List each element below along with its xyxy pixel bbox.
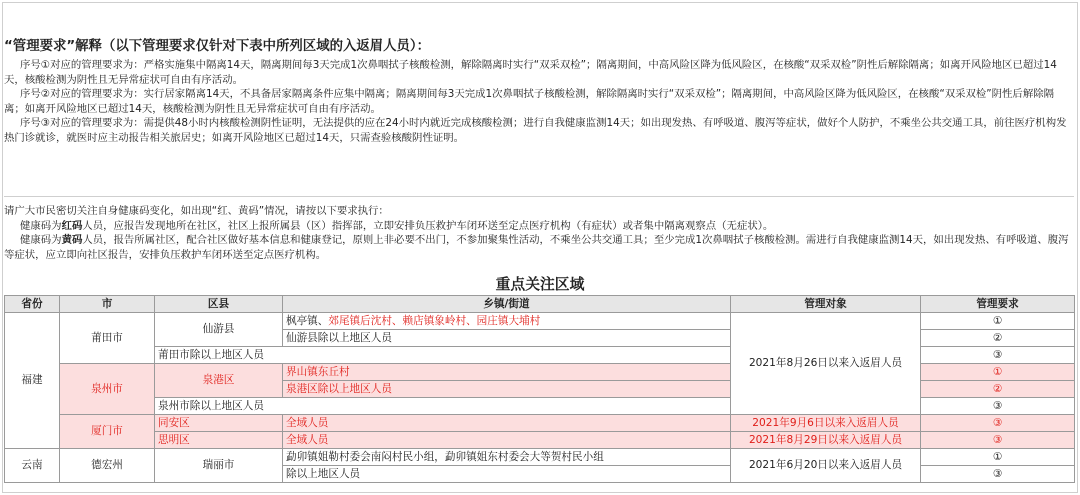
county-cell: 仙游县	[155, 313, 283, 347]
red-code-rule: 健康码为红码人员，应报告发现地所在社区，社区上报所属县（区）指挥部，立即安排负压救护车闭环送至定点医疗机构（有症状）或者集中隔离观察点（无症状）。	[20, 219, 774, 232]
note-item-2: 序号②对应的管理要求为：实行居家隔离14天，不具备居家隔离条件应集中隔离；隔离期间每3天完成1次鼻咽拭子核酸检测，解除隔离时实行“双采双检”；隔离期间，中高风险区降为低风险区，在核酸“双采双检”阴性后解除隔离；如离开风险地区已超过14天，核酸检测为阴性且无异常症状可自由有序活动。	[4, 88, 1054, 115]
county-cell: 思明区	[155, 432, 283, 449]
health-intro: 请广大市民密切关注自身健康码变化，如出现“红、黄码”情况，请按以下要求执行：	[4, 205, 389, 217]
county-cell: 瑞丽市	[155, 449, 283, 483]
requirement-cell: ①	[921, 364, 1075, 381]
red-code-label: 红码	[61, 219, 83, 232]
table-title: 重点关注区域	[495, 276, 585, 293]
target-cell: 2021年6月20日以来入返眉人员	[731, 449, 921, 483]
town-cell: 除以上地区人员	[283, 466, 731, 483]
city-cell: 莆田市	[60, 313, 155, 364]
table-header-row	[5, 296, 1075, 313]
town-cell: 泉港区除以上地区人员	[283, 381, 731, 398]
requirement-cell: ③	[921, 415, 1075, 432]
town-cell: 枫亭镇、郊尾镇后沈村、赖店镇象岭村、园庄镇大埔村	[283, 313, 731, 330]
header-county: 区县	[155, 296, 283, 313]
city-cell: 厦门市	[60, 415, 155, 449]
city-cell: 泉州市	[60, 364, 155, 415]
town-cell: 全域人员	[283, 432, 731, 449]
requirement-cell: ②	[921, 330, 1075, 347]
city-cell: 德宏州	[60, 449, 155, 483]
table-row	[5, 415, 1075, 432]
county-cell: 莆田市除以上地区人员	[155, 347, 731, 364]
table-row	[5, 449, 1075, 466]
health-code-notice	[4, 204, 1072, 262]
town-cell: 界山镇东丘村	[283, 364, 731, 381]
province-cell: 云南	[5, 449, 60, 483]
requirement-cell: ③	[921, 432, 1075, 449]
yellow-code-label: 黄码	[61, 234, 83, 247]
table-row	[5, 313, 1075, 330]
county-cell: 同安区	[155, 415, 283, 432]
header-town: 乡镇/街道	[283, 296, 731, 313]
header-province: 省份	[5, 296, 60, 313]
target-cell: 2021年8月29日以来入返眉人员	[731, 432, 921, 449]
section-divider	[4, 196, 1074, 197]
requirement-cell: ②	[921, 381, 1075, 398]
target-cell: 2021年8月26日以来入返眉人员	[731, 313, 921, 415]
target-cell: 2021年9月6日以来入返眉人员	[731, 415, 921, 432]
town-cell: 勐卯镇姐勒村委会南闷村民小组，勐卯镇姐东村委会大等贺村民小组	[283, 449, 731, 466]
county-cell: 泉州市除以上地区人员	[155, 398, 731, 415]
table-row	[5, 432, 1075, 449]
note-item-1: 序号①对应的管理要求为：严格实施集中隔离14天，隔离期间每3天完成1次鼻咽拭子核酸检测，解除隔离时实行“双采双检”；隔离期间，中高风险区降为低风险区，在核酸“双采双检”阴性后解除隔离；如离开风险地区已超过14天，核酸检测为阴性且无异常症状可自由有序活动。	[4, 59, 1057, 86]
town-cell: 仙游县除以上地区人员	[283, 330, 731, 347]
requirement-cell: ③	[921, 347, 1075, 364]
header-target: 管理对象	[731, 296, 921, 313]
note-item-3: 序号③对应的管理要求为：需提供48小时内核酸检测阴性证明，无法提供的应在24小时内就近完成核酸检测；进行自我健康监测14天；如出现发热、有呼吸道、腹泻等症状，做好个人防护，不乘坐公共交通工具，前往医疗机构发热门诊就诊，就医时应主动报告相关旅居史；如离开风险地区已超过14天，只需查验核酸阴性证明。	[4, 117, 1067, 144]
header-requirement: 管理要求	[921, 296, 1075, 313]
management-notes	[4, 38, 1072, 146]
requirement-cell: ①	[921, 449, 1075, 466]
county-cell: 泉港区	[155, 364, 283, 398]
town-cell: 全域人员	[283, 415, 731, 432]
province-cell: 福建	[5, 313, 60, 449]
header-city: 市	[60, 296, 155, 313]
notes-heading: “管理要求”解释（以下管理要求仅针对下表中所列区域的入返眉人员）：	[4, 39, 431, 54]
requirement-cell: ③	[921, 466, 1075, 483]
requirement-cell: ③	[921, 398, 1075, 415]
yellow-code-rule: 健康码为黄码人员，报告所属社区，配合社区做好基本信息和健康登记，原则上非必要不出门，不参加聚集性活动，不乘坐公共交通工具；至少完成1次鼻咽拭子核酸检测。需进行自我健康监测14天，如出现发热、有呼吸道、腹泻等症状，应立即向社区报告，安排负压救护车闭环送至定点医疗机构。	[4, 234, 1069, 261]
requirement-cell: ①	[921, 313, 1075, 330]
key-areas-table	[4, 295, 1075, 483]
